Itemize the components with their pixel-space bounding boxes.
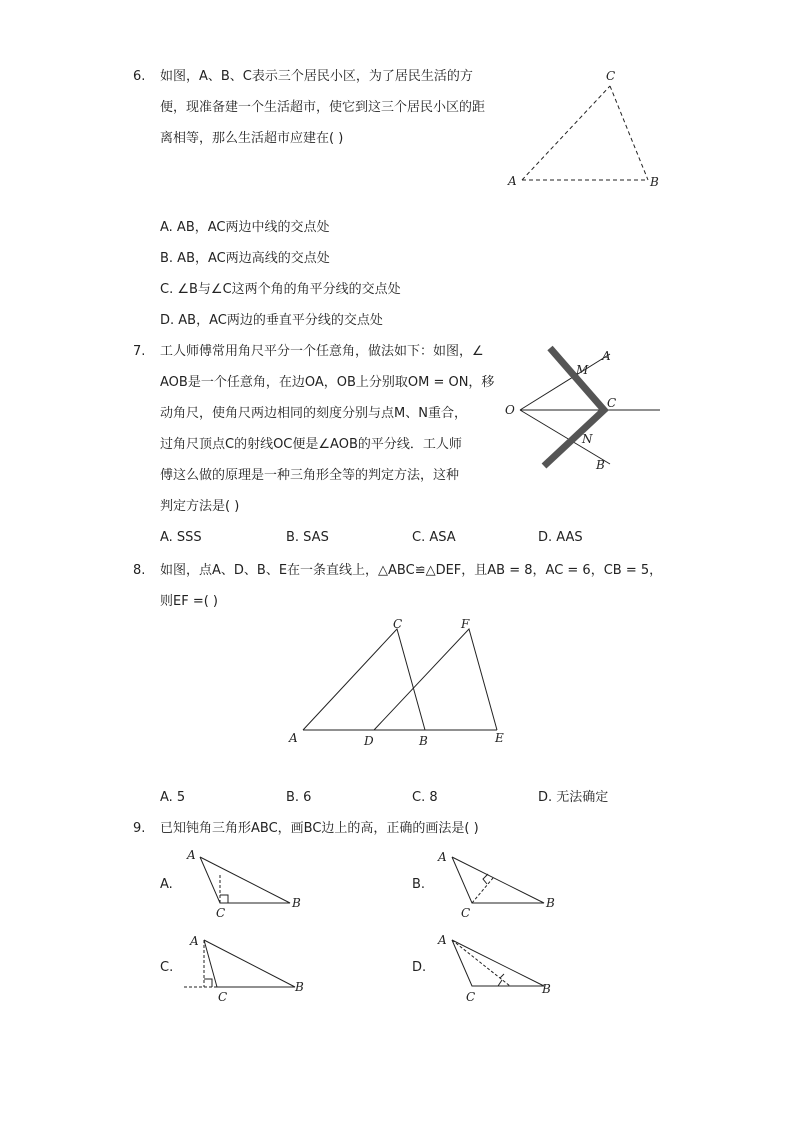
q7-line-2: AOB是一个任意角，在边OA，OB上分别取OM = ON，移	[160, 375, 495, 390]
q7-stem	[160, 336, 494, 522]
q7-line-3: 动角尺，使角尺两边相同的刻度分别与点M、N重合，	[160, 406, 467, 421]
q8-stem	[160, 555, 662, 617]
q8-label-c: C	[393, 617, 403, 631]
q7-label-m: M	[576, 363, 589, 377]
q7-option-d[interactable]: D. AAS	[538, 530, 583, 545]
q7-label-n: N	[582, 432, 593, 446]
q6-option-d[interactable]: D. AB，AC两边的垂直平分线的交点处	[160, 313, 383, 328]
q6-line-1: 如图，A、B、C表示三个居民小区，为了居民生活的方	[160, 69, 473, 84]
q7-label-a: A	[602, 349, 611, 363]
q8-label-b: B	[419, 734, 428, 748]
q7-figure	[500, 340, 670, 480]
q8-option-c[interactable]: C. 8	[412, 790, 438, 805]
q8-label-d: D	[364, 734, 374, 748]
q6-stem	[160, 61, 485, 154]
q9-figure-a[interactable]	[180, 845, 310, 925]
q7-number: 7.	[133, 344, 146, 359]
q9-figure-d[interactable]	[432, 930, 562, 1010]
q7-option-b[interactable]: B. SAS	[286, 530, 329, 545]
q9a-label-a: A	[187, 848, 196, 862]
q6-figure	[500, 60, 670, 195]
q8-label-e: E	[495, 731, 504, 745]
q6-line-2: 便，现准备建一个生活超市，使它到这三个居民小区的距	[160, 100, 486, 115]
q8-label-a: A	[289, 731, 298, 745]
q6-option-a[interactable]: A. AB，AC两边中线的交点处	[160, 220, 330, 235]
q9d-label-c: C	[466, 990, 476, 1004]
q8-option-a[interactable]: A. 5	[160, 790, 186, 805]
q6-option-c[interactable]: C. ∠B与∠C这两个角的角平分线的交点处	[160, 282, 401, 297]
q6-label-a: A	[508, 174, 517, 188]
q9a-label-b: B	[292, 896, 301, 910]
q7-option-a[interactable]: A. SSS	[160, 530, 202, 545]
q9c-label-a: A	[190, 934, 199, 948]
q6-label-c: C	[606, 69, 616, 83]
q8-option-d[interactable]: D. 无法确定	[538, 790, 609, 805]
q7-line-4: 过角尺顶点C的射线OC便是∠AOB的平分线．工人师	[160, 437, 462, 452]
q7-label-c: C	[607, 396, 617, 410]
q9d-label-a: A	[438, 933, 447, 947]
q9b-label-b: B	[546, 896, 555, 910]
q9-stem: 已知钝角三角形ABC，画BC边上的高，正确的画法是( )	[160, 821, 479, 836]
q8-label-f: F	[461, 617, 470, 631]
q8-line-1: 如图，点A、D、B、E在一条直线上，△ABC≌△DEF，且AB = 8，AC = 6，CB = 5，	[160, 563, 663, 578]
q9-option-c[interactable]: C.	[160, 960, 174, 975]
q7-line-6: 判定方法是( )	[160, 499, 240, 514]
q9b-label-c: C	[461, 906, 471, 920]
q9b-label-a: A	[438, 850, 447, 864]
q6-label-b: B	[650, 175, 659, 189]
q9-figure-b[interactable]	[432, 845, 562, 925]
q9-option-a[interactable]: A.	[160, 877, 173, 892]
q7-line-1: 工人师傅常用角尺平分一个任意角，做法如下：如图，∠	[160, 344, 484, 359]
q6-option-b[interactable]: B. AB，AC两边高线的交点处	[160, 251, 330, 266]
q8-option-b[interactable]: B. 6	[286, 790, 312, 805]
q9d-label-b: B	[542, 982, 551, 996]
q8-number: 8.	[133, 563, 146, 578]
q7-label-o: O	[505, 403, 515, 417]
q7-option-c[interactable]: C. ASA	[412, 530, 456, 545]
q6-number: 6.	[133, 69, 146, 84]
q7-line-5: 傅这么做的原理是一种三角形全等的判定方法，这种	[160, 468, 460, 483]
q9a-label-c: C	[216, 906, 226, 920]
q7-label-b: B	[596, 458, 605, 472]
q9-number: 9.	[133, 821, 146, 836]
q9-option-b[interactable]: B.	[412, 877, 426, 892]
q8-line-2: 则EF =( )	[160, 594, 218, 609]
q6-line-3: 离相等，那么生活超市应建在( )	[160, 131, 344, 146]
q9-figure-c[interactable]	[180, 930, 310, 1010]
q9c-label-b: B	[295, 980, 304, 994]
q9-option-d[interactable]: D.	[412, 960, 427, 975]
q8-figure	[285, 612, 515, 752]
q9c-label-c: C	[218, 990, 228, 1004]
